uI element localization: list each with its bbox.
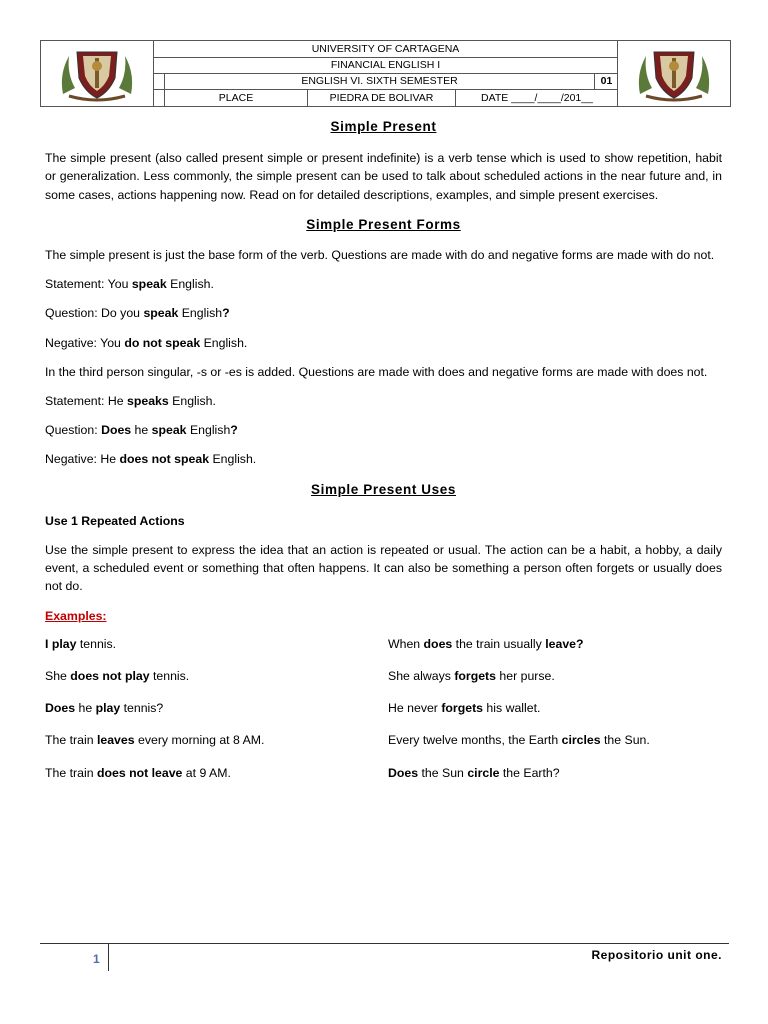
example-left-5 bbox=[45, 764, 388, 782]
example-right-3 bbox=[388, 699, 722, 717]
examples-grid bbox=[45, 635, 722, 782]
header-row-level bbox=[153, 73, 618, 90]
header-row-place bbox=[153, 89, 618, 106]
footer-divider bbox=[40, 943, 729, 944]
statement-he-suffix: English. bbox=[168, 394, 216, 409]
example-text: The train bbox=[45, 765, 97, 780]
statement-he-verb: speaks bbox=[127, 394, 169, 409]
example-verb: forgets bbox=[454, 669, 496, 684]
example-text: He never bbox=[388, 701, 442, 716]
example-text: the Sun. bbox=[600, 733, 650, 748]
question-you-mark: ? bbox=[222, 306, 230, 321]
negative-you bbox=[45, 334, 722, 352]
level-name: ENGLISH VI. SIXTH SEMESTER bbox=[165, 73, 595, 89]
example-text: at 9 AM. bbox=[182, 765, 231, 780]
example-text: Every twelve months, the Earth bbox=[388, 733, 562, 748]
statement-he bbox=[45, 392, 722, 410]
university-crest-icon bbox=[632, 44, 716, 104]
negative-he-suffix: English. bbox=[209, 452, 257, 467]
examples-label: Examples: bbox=[45, 608, 107, 623]
use1-title: Use 1 Repeated Actions bbox=[45, 513, 185, 528]
section-title-uses: Simple Present Uses bbox=[311, 481, 456, 497]
negative-you-verb: do not speak bbox=[124, 335, 201, 350]
example-text: every morning at 8 AM. bbox=[134, 733, 265, 748]
header-row-university bbox=[153, 41, 618, 58]
forms-paragraph: The simple present is just the base form of the verb. Questions are made with do and negative forms are made with do not. bbox=[45, 248, 715, 263]
place-spacer bbox=[153, 89, 165, 106]
question-he-mark: ? bbox=[230, 423, 238, 438]
example-text: he bbox=[75, 701, 96, 716]
example-text: the train usually bbox=[452, 636, 546, 651]
document-body bbox=[45, 118, 722, 782]
example-verb: does bbox=[423, 636, 453, 651]
question-he-aux: Does bbox=[101, 423, 132, 438]
example-verb: play bbox=[51, 636, 77, 651]
section-title-simple-present: Simple Present bbox=[330, 119, 437, 134]
example-verb: leave? bbox=[545, 636, 584, 651]
question-you-prefix: Question: Do you bbox=[45, 306, 144, 321]
question-he bbox=[45, 421, 722, 439]
level-number: 01 bbox=[600, 75, 613, 87]
negative-you-suffix: English. bbox=[200, 335, 248, 350]
use1-paragraph: Use the simple present to express the idea that an action is repeated or usual. The action can be a habit, a hobby, a daily event, a scheduled event or something that often happens. It can also be something a person often forgets or usually does not do. bbox=[45, 543, 722, 594]
example-right-5 bbox=[388, 764, 722, 782]
example-text: I bbox=[45, 636, 52, 651]
example-text: She always bbox=[388, 669, 455, 684]
statement-you bbox=[45, 275, 722, 293]
example-verb: Does bbox=[45, 701, 76, 716]
university-crest-icon bbox=[55, 44, 139, 104]
statement-you-suffix: English. bbox=[166, 277, 214, 292]
example-verb: does not leave bbox=[96, 765, 183, 780]
question-you-verb: speak bbox=[143, 306, 179, 321]
course-name: FINANCIAL ENGLISH I bbox=[330, 59, 441, 71]
intro-paragraph: The simple present (also called present simple or present indefinite) is a verb tense which is used to show repetition, habit or generalization. Less commonly, the simple present can be used to talk about scheduled actions in the near future and, in some cases, actions happening now. Read on for detailed descriptions, examples, and simple present exercises. bbox=[45, 151, 722, 202]
right-crest-cell bbox=[617, 41, 730, 106]
example-text: She bbox=[45, 669, 71, 684]
example-text: his wallet. bbox=[483, 701, 541, 716]
example-text: tennis? bbox=[120, 701, 164, 716]
example-text: the Earth? bbox=[499, 765, 560, 780]
negative-he-verb: does not speak bbox=[119, 452, 210, 467]
statement-you-prefix: Statement: You bbox=[45, 277, 132, 292]
date-field: DATE ____/____/201__ bbox=[481, 91, 593, 104]
example-verb: play bbox=[95, 701, 121, 716]
footer-page-divider bbox=[108, 943, 109, 971]
header-row-course bbox=[153, 57, 618, 74]
example-text: tennis. bbox=[149, 669, 190, 684]
example-text: tennis. bbox=[76, 636, 117, 651]
example-text: her purse. bbox=[496, 669, 555, 684]
statement-he-prefix: Statement: He bbox=[45, 394, 128, 409]
example-left-3 bbox=[45, 699, 388, 717]
example-verb: leaves bbox=[96, 733, 135, 748]
statement-you-verb: speak bbox=[131, 277, 167, 292]
question-you-object: English bbox=[178, 306, 223, 321]
example-verb: does not play bbox=[70, 669, 150, 684]
example-right-4 bbox=[388, 731, 722, 749]
place-value: PIEDRA DE BOLIVAR bbox=[308, 89, 456, 106]
example-text: the Sun bbox=[418, 765, 468, 780]
third-person-paragraph: In the third person singular, -s or -es is added. Questions are made with does and negative forms are made with does not. bbox=[45, 364, 708, 379]
document-header bbox=[40, 40, 731, 107]
example-right-1 bbox=[388, 635, 722, 653]
example-text: The train bbox=[45, 733, 97, 748]
place-label: PLACE bbox=[165, 89, 308, 106]
level-spacer bbox=[153, 73, 165, 89]
header-table bbox=[153, 41, 618, 106]
example-left-1 bbox=[45, 635, 388, 653]
question-he-verb: speak bbox=[151, 423, 187, 438]
negative-he bbox=[45, 450, 722, 468]
question-he-subject: he bbox=[131, 423, 152, 438]
negative-you-prefix: Negative: You bbox=[45, 335, 125, 350]
example-verb: circle bbox=[467, 765, 500, 780]
example-right-2 bbox=[388, 667, 722, 685]
example-left-4 bbox=[45, 731, 388, 749]
section-title-forms: Simple Present Forms bbox=[306, 216, 461, 232]
examples-heading bbox=[45, 607, 722, 625]
question-you bbox=[45, 304, 722, 322]
footer-text: Repositorio unit one. bbox=[591, 948, 722, 962]
example-text: When bbox=[388, 636, 424, 651]
question-he-object: English bbox=[186, 423, 231, 438]
page-number: 1 bbox=[93, 952, 100, 966]
left-crest-cell bbox=[41, 41, 154, 106]
negative-he-prefix: Negative: He bbox=[45, 452, 120, 467]
question-he-prefix: Question: bbox=[45, 423, 102, 438]
university-name: UNIVERSITY OF CARTAGENA bbox=[311, 43, 460, 55]
example-left-2 bbox=[45, 667, 388, 685]
example-verb: circles bbox=[561, 733, 601, 748]
example-verb: forgets bbox=[441, 701, 484, 716]
example-verb: Does bbox=[388, 765, 419, 780]
